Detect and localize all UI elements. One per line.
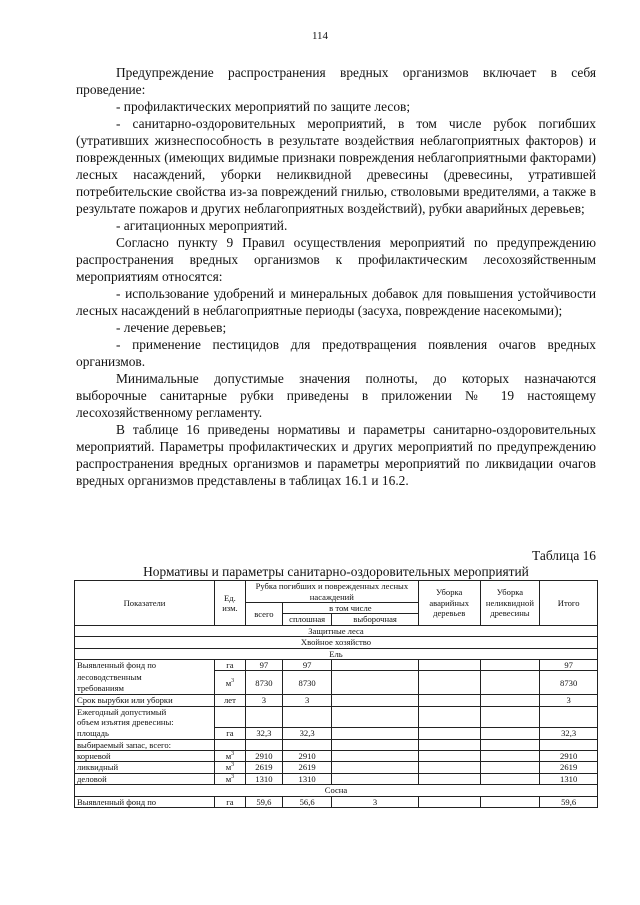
- row-label: ликвидный: [75, 762, 215, 773]
- row-label: деловой: [75, 773, 215, 784]
- value-cell: 8730: [282, 671, 331, 695]
- unit-power: 3: [231, 751, 235, 758]
- unit-text: м: [225, 750, 232, 761]
- row-label: Выявленный фонд по: [75, 796, 215, 807]
- row-label: Срок вырубки или уборки: [75, 695, 215, 706]
- unit-text: м: [225, 762, 232, 773]
- unit-power: 3: [231, 762, 235, 769]
- value-cell: 2910: [245, 750, 282, 761]
- paragraph: - санитарно-оздоровительных мероприятий, в том числе рубок погибших (утративших жизнеспособность в результате воздействия неблагоприятных факторов) и поврежденных (имеющих видимые признаки повреждения неблагоприятными факторами) лесных насаждений, уборки неликвидной древесины (древесины, утратившей потребительские свойства из-за повреждений гнилью, стволовыми вредителями, а также в результате пожаров и других неблагоприятных воздействий), рубки аварийных деревьев;: [76, 116, 596, 216]
- unit-cell: лет: [215, 695, 246, 706]
- section-protective: Защитные леса: [75, 625, 598, 636]
- row-label-line: требованиям: [77, 682, 124, 693]
- header-emergency: Уборка аварийных деревьев: [418, 581, 480, 626]
- value-cell: 59,6: [245, 796, 282, 807]
- value-cell: 59,6: [540, 796, 598, 807]
- value-cell: 1310: [540, 773, 598, 784]
- paragraph: - использование удобрений и минеральных добавок для повышения устойчивости лесных насаждений в неблагоприятные периоды (засуха, повреждение насекомыми);: [76, 286, 596, 318]
- header-nonliquid: Уборка неликвидной древесины: [480, 581, 540, 626]
- value-cell: 56,6: [282, 796, 331, 807]
- value-cell: 3: [540, 695, 598, 706]
- unit-cell: га: [215, 796, 246, 807]
- header-indicators: Показатели: [75, 581, 215, 626]
- value-cell: 32,3: [282, 728, 331, 739]
- unit-power: 3: [231, 773, 235, 780]
- header-felling: Рубка погибших и поврежденных лесных насаждений: [245, 581, 418, 603]
- value-cell: 97: [282, 660, 331, 671]
- body-text: [76, 64, 596, 489]
- row-label: корневой: [75, 750, 215, 761]
- value-cell: 2619: [282, 762, 331, 773]
- header-total: Итого: [540, 581, 598, 626]
- row-label: выбираемый запас, всего:: [75, 739, 215, 750]
- header-clear: сплошная: [282, 614, 331, 625]
- value-cell: 97: [245, 660, 282, 671]
- paragraph: - применение пестицидов для предотвращения появления очагов вредных организмов.: [76, 337, 596, 369]
- value-cell: 3: [332, 796, 418, 807]
- value-cell: 32,3: [245, 728, 282, 739]
- table-label: Таблица 16: [532, 548, 596, 563]
- row-label-line: Ежегодный допустимый: [77, 706, 167, 717]
- page-number: 114: [311, 30, 329, 42]
- value-cell: 8730: [245, 671, 282, 695]
- row-label: [75, 671, 215, 695]
- header-total-felling: всего: [245, 603, 282, 626]
- paragraph: Согласно пункту 9 Правил осуществления мероприятий по предупреждению распространения вредных организмов к профилактическим лесохозяйственным мероприятиям относятся:: [76, 235, 596, 284]
- value-cell: 2910: [540, 750, 598, 761]
- header-unit: Ед. изм.: [215, 581, 246, 626]
- unit-cell: га: [215, 728, 246, 739]
- unit-power: 3: [231, 677, 235, 684]
- value-cell: 3: [282, 695, 331, 706]
- value-cell: 97: [540, 660, 598, 671]
- value-cell: 3: [245, 695, 282, 706]
- row-label: площадь: [75, 728, 215, 739]
- value-cell: 2910: [282, 750, 331, 761]
- header-selective: выборочная: [332, 614, 418, 625]
- unit-cell: [215, 750, 246, 761]
- row-label-line: лесоводственным: [77, 672, 142, 683]
- row-label-line: объем изъятия древесины:: [77, 717, 174, 728]
- table-title: Нормативы и параметры санитарно-оздоровительных мероприятий: [143, 564, 529, 579]
- unit-cell: [215, 671, 246, 695]
- value-cell: 1310: [245, 773, 282, 784]
- unit-text: м: [225, 677, 232, 688]
- unit-text: м: [225, 773, 232, 784]
- value-cell: 2619: [245, 762, 282, 773]
- value-cell: 1310: [282, 773, 331, 784]
- value-cell: 32,3: [540, 728, 598, 739]
- paragraph: Предупреждение распространения вредных организмов включает в себя проведение:: [76, 65, 596, 97]
- paragraph: В таблице 16 приведены нормативы и параметры санитарно-оздоровительных мероприятий. Параметры профилактических и других мероприятий по предупреждению распространения вредных организмов и параметры мероприятий по ликвидации очагов вредных организмов представлены в таблицах 16.1 и 16.2.: [76, 422, 596, 488]
- paragraph: Минимальные допустимые значения полноты, до которых назначаются выборочные санитарные рубки приведены в приложении № 19 настоящему лесохозяйственному регламенту.: [76, 371, 596, 420]
- paragraph: - агитационных мероприятий.: [116, 218, 288, 233]
- section-pine: Сосна: [75, 785, 598, 796]
- norms-table: [74, 580, 598, 808]
- unit-cell: [215, 773, 246, 784]
- paragraph: - лечение деревьев;: [116, 320, 227, 335]
- value-cell: 8730: [540, 671, 598, 695]
- unit-cell: га: [215, 660, 246, 671]
- paragraph: - профилактических мероприятий по защите лесов;: [116, 99, 411, 114]
- row-label: [75, 706, 215, 727]
- header-including: в том числе: [282, 603, 418, 614]
- unit-cell: [215, 762, 246, 773]
- row-label: Выявленный фонд по: [75, 660, 215, 671]
- section-spruce: Ель: [75, 648, 598, 659]
- section-coniferous: Хвойное хозяйство: [75, 637, 598, 648]
- value-cell: 2619: [540, 762, 598, 773]
